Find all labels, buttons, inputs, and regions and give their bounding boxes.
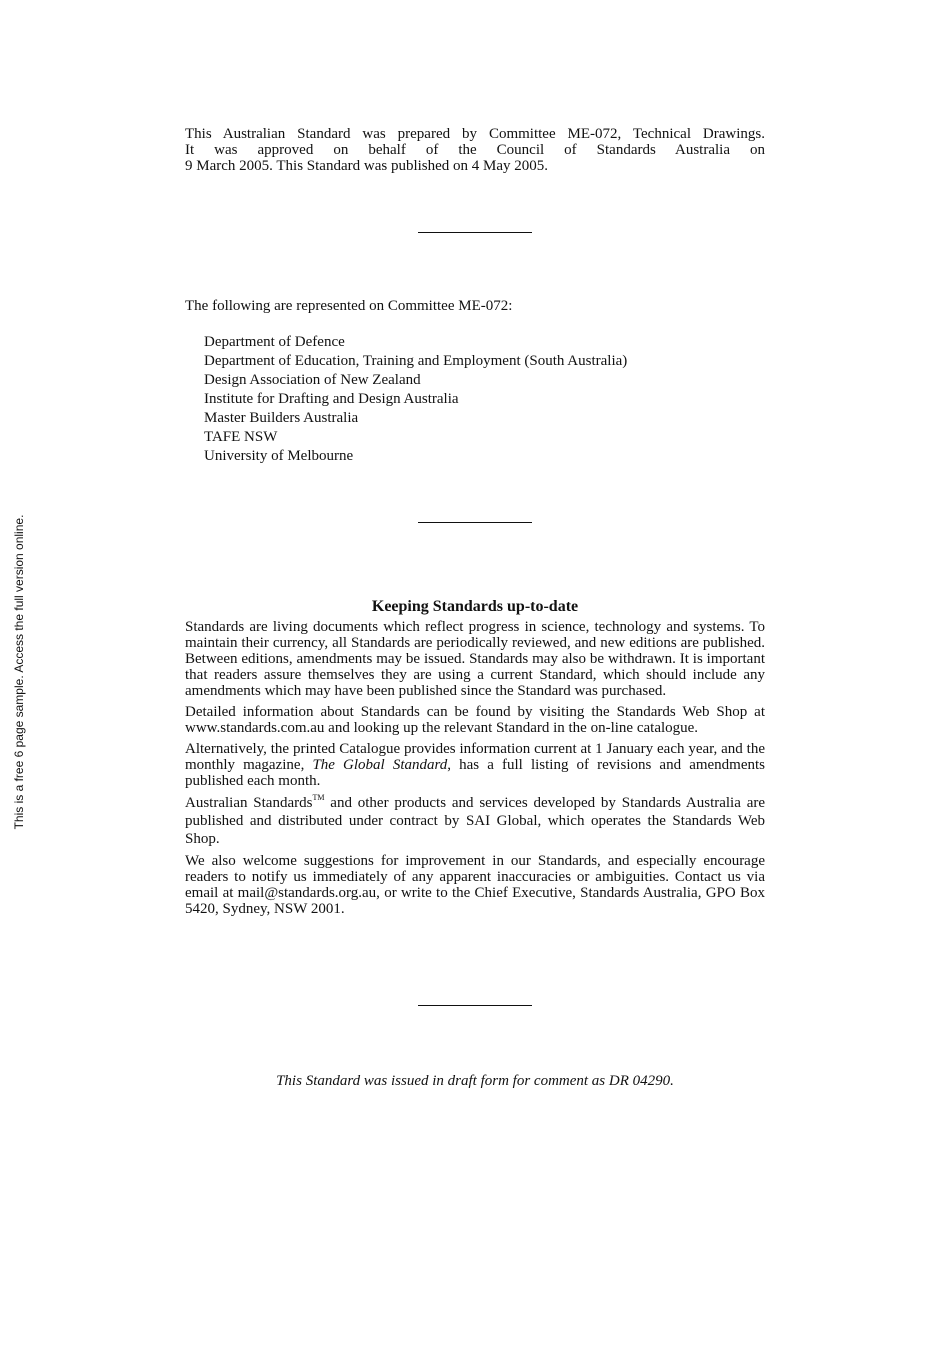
committee-member: University of Melbourne	[204, 448, 354, 464]
paragraph-text: Australian Standards	[185, 795, 313, 811]
committee-member: TAFE NSW	[204, 429, 278, 445]
preparation-line: 9 March 2005. This Standard was published on 4 May 2005.	[185, 158, 549, 174]
draft-note: This Standard was issued in draft form for comment as DR 04290.	[276, 1073, 674, 1089]
trademark-mark: TM	[312, 793, 325, 802]
keeping-paragraph: We also welcome suggestions for improvement in our Standards, and especially encourage readers to notify us immediately of any apparent inaccuracies or ambiguities. Contact us via email at mail@standards.org.au, or write to the Chief Executive, Standards Australia, GPO Box 5420, Sydney, NSW 2001.	[185, 853, 765, 917]
paragraph-text: Alternatively, the printed Catalogue provides information current at 1 January each year, and the monthly magazine,	[185, 741, 765, 773]
keeping-paragraph: Standards are living documents which reflect progress in science, technology and systems. To maintain their currency, all Standards are periodically reviewed, and new editions are published. Between editions, amendments may be issued. Standards may also be withdrawn. It is important that readers assure themselves they are using a current Standard, which should include any amendments which may have been published since the Standard was purchased.	[185, 619, 765, 699]
keeping-standards-section	[185, 619, 765, 922]
sample-side-note: This is a free 6 page sample. Access the full version online.	[12, 514, 26, 830]
committee-member: Master Builders Australia	[204, 410, 359, 426]
committee-member: Design Association of New Zealand	[204, 372, 421, 388]
keeping-paragraph	[185, 794, 765, 848]
section-heading: Keeping Standards up-to-date	[371, 598, 579, 615]
committee-member: Department of Defence	[204, 334, 345, 350]
magazine-title: The Global Standard	[312, 757, 448, 773]
committee-intro: The following are represented on Committee ME-072:	[185, 298, 513, 314]
preparation-statement	[185, 126, 765, 174]
preparation-line: It was approved on behalf of the Council of Standards Australia on	[185, 142, 765, 158]
keeping-paragraph	[185, 741, 765, 789]
keeping-paragraph: Detailed information about Standards can be found by visiting the Standards Web Shop at www.standards.com.au and looking up the relevant Standard in the on-line catalogue.	[185, 704, 765, 736]
preparation-line: This Australian Standard was prepared by Committee ME-072, Technical Drawings.	[185, 126, 765, 142]
paragraph-text: and other products and services developed by Standards Australia are published and distributed under contract by SAI Global, which operates the Standards Web Shop.	[185, 795, 766, 847]
divider-rule	[418, 232, 532, 233]
committee-member: Department of Education, Training and Employment (South Australia)	[204, 353, 628, 369]
committee-member: Institute for Drafting and Design Australia	[204, 391, 459, 407]
divider-rule	[418, 522, 532, 523]
divider-rule	[418, 1005, 532, 1006]
committee-member-list	[204, 333, 627, 466]
paragraph-text: , has a full listing of revisions and amendments published each month.	[185, 757, 766, 789]
